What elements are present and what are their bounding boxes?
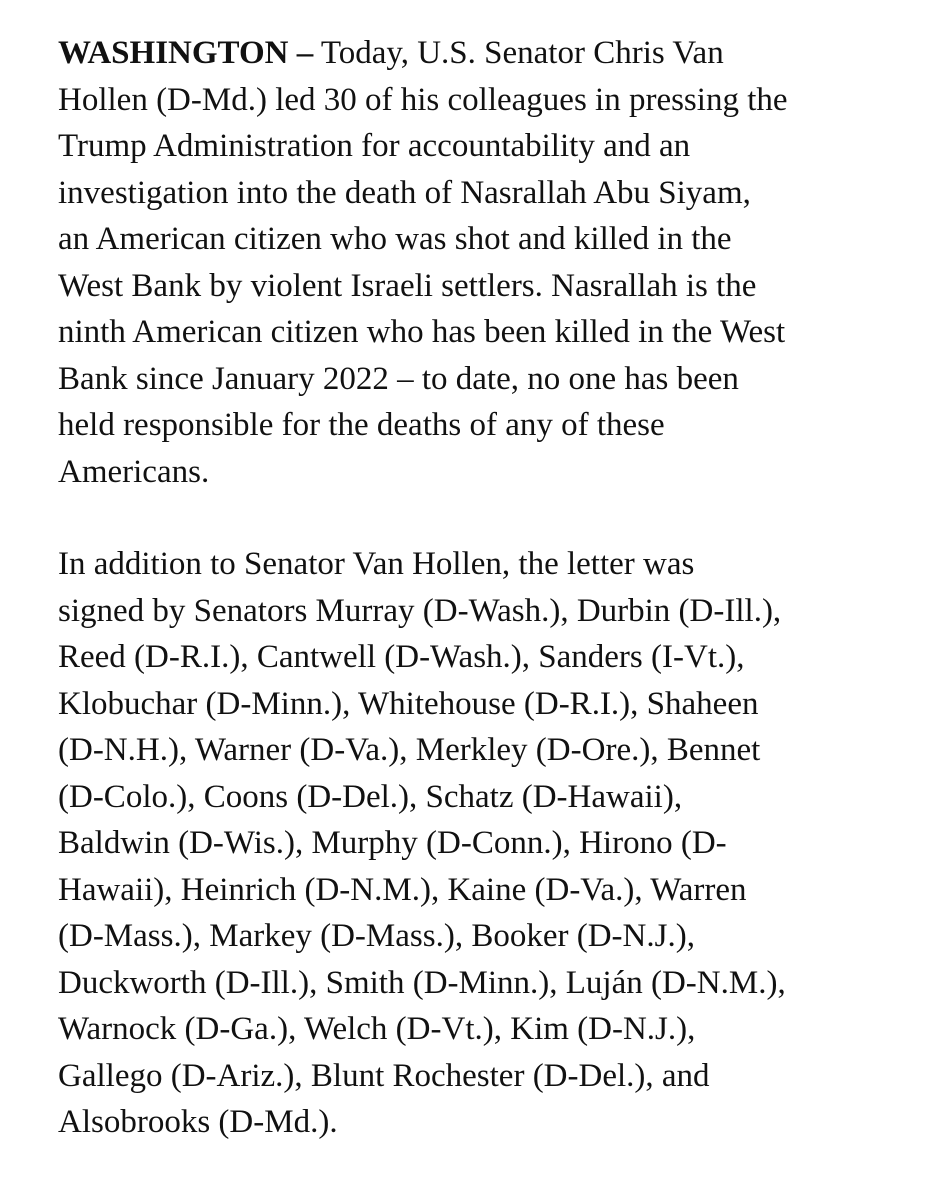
text-line: held responsible for the deaths of any of these xyxy=(58,407,665,443)
text-line: (D-Mass.), Markey (D-Mass.), Booker (D-N.J.), xyxy=(58,918,695,954)
text-line: In addition to Senator Van Hollen, the letter was xyxy=(58,546,695,582)
text-line: investigation into the death of Nasrallah Abu Siyam, xyxy=(58,174,751,211)
dateline: WASHINGTON – xyxy=(58,35,314,71)
paragraph-intro xyxy=(58,30,920,495)
text-line: West Bank by violent Israeli settlers. Nasrallah is the xyxy=(58,267,757,304)
paragraph-signatories xyxy=(58,541,920,1146)
text-line: Warnock (D-Ga.), Welch (D-Vt.), Kim (D-N.J.), xyxy=(58,1011,696,1047)
text-line: Hawaii), Heinrich (D-N.M.), Kaine (D-Va.), Warren xyxy=(58,871,747,908)
text-line: Klobuchar (D-Minn.), Whitehouse (D-R.I.), Shaheen xyxy=(58,685,759,722)
text-line: ninth American citizen who has been killed in the West xyxy=(58,314,786,350)
text-line: Alsobrooks (D-Md.). xyxy=(58,1104,338,1140)
text-line: (D-N.H.), Warner (D-Va.), Merkley (D-Ore.), Bennet xyxy=(58,732,761,768)
text-line: (D-Colo.), Coons (D-Del.), Schatz (D-Hawaii), xyxy=(58,778,683,815)
text-line: Americans. xyxy=(58,453,210,490)
text-line: signed by Senators Murray (D-Wash.), Durbin (D-Ill.), xyxy=(58,592,782,629)
text-line xyxy=(58,30,920,77)
text-line: Duckworth (D-Ill.), Smith (D-Minn.), Luján (D-N.M.), xyxy=(58,964,786,1001)
text-line: Reed (D-R.I.), Cantwell (D-Wash.), Sanders (I-Vt.), xyxy=(58,639,745,675)
text-line: Bank since January 2022 – to date, no one has been xyxy=(58,360,739,397)
text-line: Gallego (D-Ariz.), Blunt Rochester (D-Del.), and xyxy=(58,1057,710,1094)
text-line: Baldwin (D-Wis.), Murphy (D-Conn.), Hirono (D- xyxy=(58,825,727,861)
text-line: Hollen (D-Md.) led 30 of his colleagues in pressing the xyxy=(58,81,788,118)
text-line: an American citizen who was shot and killed in the xyxy=(58,221,732,257)
text-line-content: Today, U.S. Senator Chris Van xyxy=(313,35,724,71)
text-line: Trump Administration for accountability and an xyxy=(58,128,691,164)
